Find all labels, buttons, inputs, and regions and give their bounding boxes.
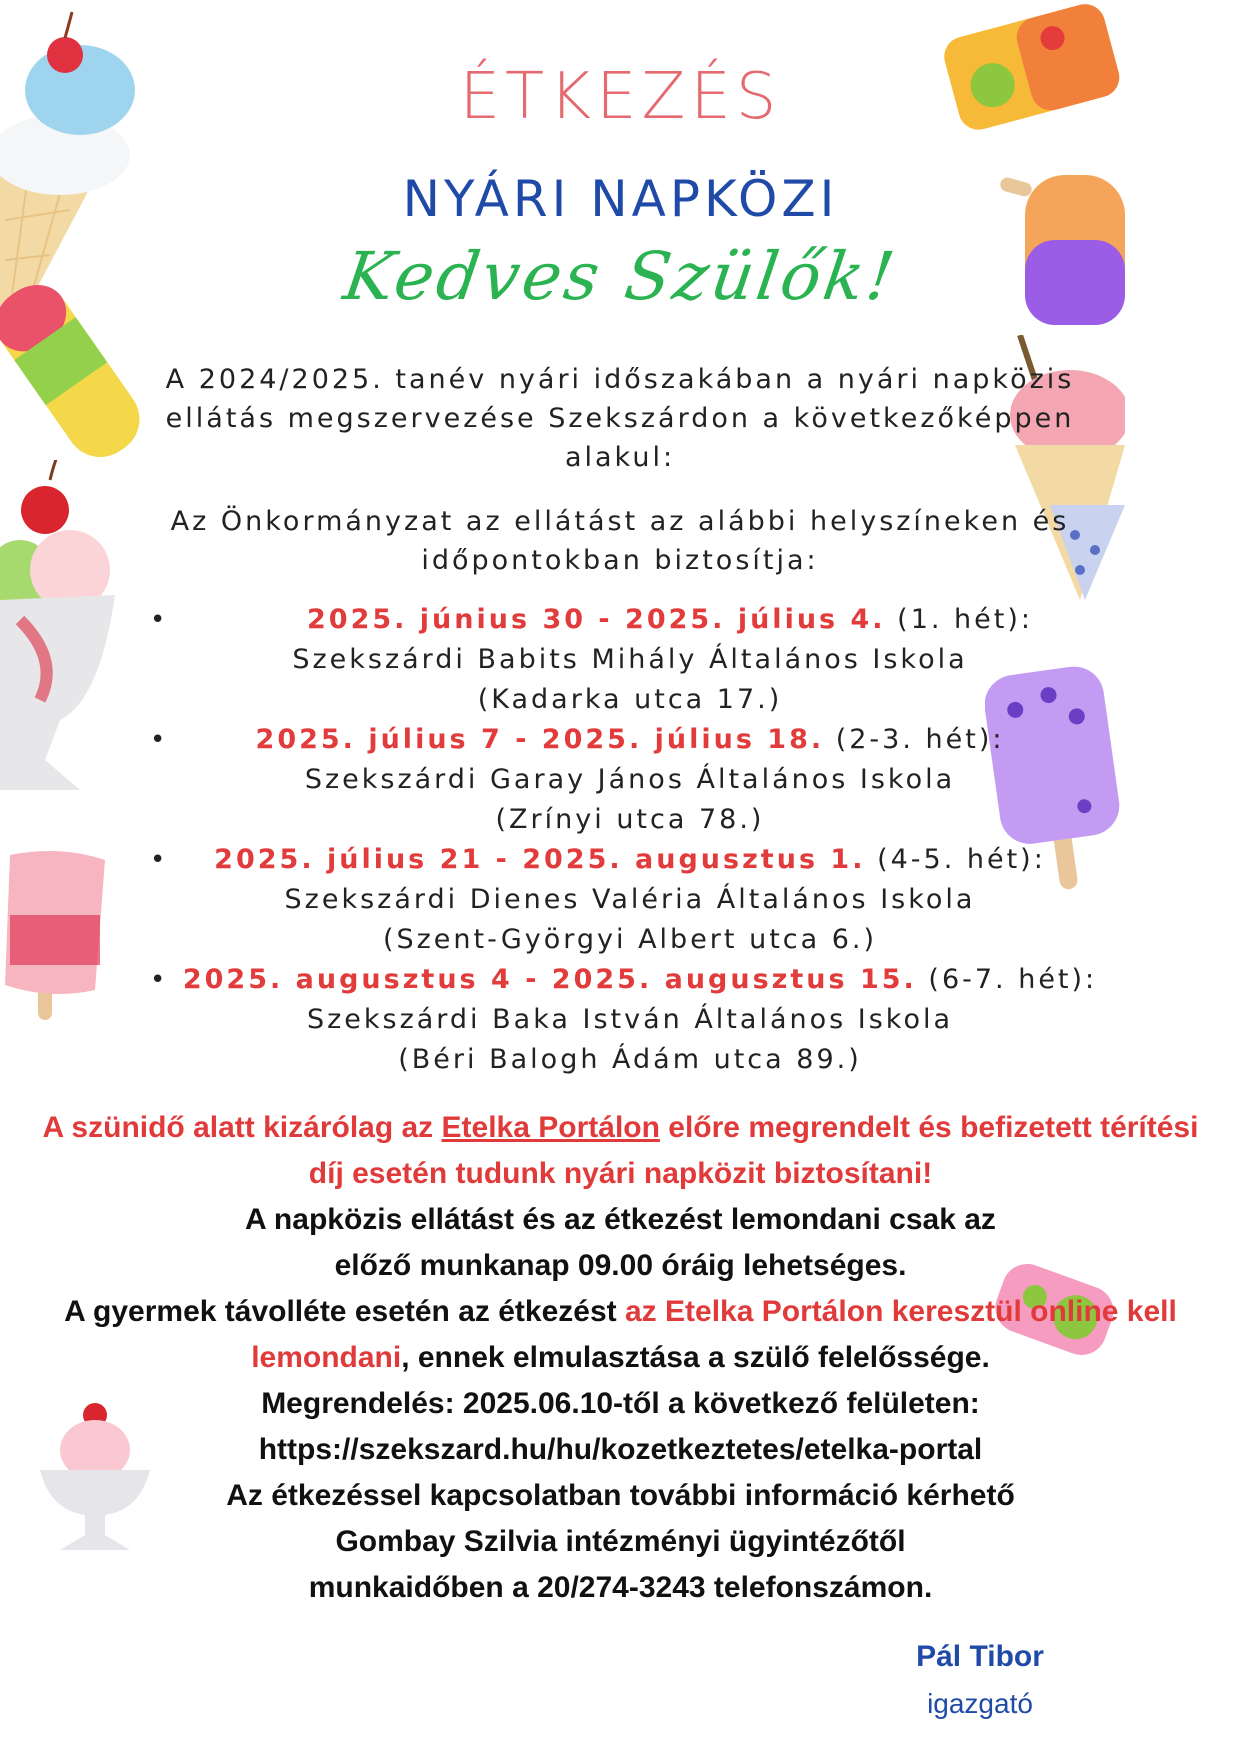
school-name: Szekszárdi Garay János Általános Iskola [304,764,956,795]
bullet-icon: • [150,845,169,875]
school-address: (Kadarka utca 17.) [477,684,783,715]
date-range: 2025. augusztus 4 - 2025. augusztus 15. [182,964,917,995]
page-title: ÉTKEZÉS [459,60,782,134]
absence-rule [40,1289,1201,1381]
bullet-icon: • [150,965,169,995]
week-label: (1. hét): [897,604,1033,635]
date-range: 2025. június 30 - 2025. július 4. [307,604,886,635]
order-info: Megrendelés: 2025.06.10-től a következő felületen: [261,1387,980,1420]
ordering-warning [40,1105,1201,1197]
contact-person: Gombay Szilvia intézményi ügyintézőtől [335,1525,906,1558]
signature-name: Pál Tibor [916,1640,1044,1673]
week-label: (4-5. hét): [877,844,1046,875]
schedule-list [150,600,1110,1080]
school-name: Szekszárdi Dienes Valéria Általános Iskola [284,884,976,915]
sundae-icon [0,460,125,800]
greeting: Kedves Szülők! [339,238,902,315]
intro-paragraph: A 2024/2025. tanév nyári időszakában a nyári napközis ellátás megszervezése Szekszárdon a következőképpen alakul: [165,364,1075,473]
absence-text-end: , ennek elmulasztása a szülő felelőssége. [401,1341,990,1374]
intro-paragraph-locations: Az Önkormányzat az ellátást az alábbi helyszíneken és időpontokban biztosítja: [170,506,1070,576]
school-name: Szekszárdi Baka István Általános Iskola [306,1004,954,1035]
page-subtitle: NYÁRI NAPKÖZI [402,170,839,228]
week-label: (2-3. hét): [835,724,1005,755]
list-item [150,600,1110,720]
popsicle-icon [0,845,110,1020]
warning-text-end: előre megrendelt és befizetett térítési díj esetén tudunk nyári napközit biztosítani! [308,1111,1199,1190]
school-address: (Zrínyi utca 78.) [495,804,765,835]
absence-text: A gyermek távolléte esetén az étkezést [64,1295,617,1328]
notice-block [40,1105,1201,1611]
week-label: (6-7. hét): [928,964,1098,995]
school-address: (Béri Balogh Ádám utca 89.) [398,1044,862,1075]
cancel-rule: A napközis ellátást és az étkezést lemondani csak az előző munkanap 09.00 óráig lehetséges. [245,1203,996,1282]
bullet-icon: • [150,605,169,635]
date-range: 2025. július 21 - 2025. augusztus 1. [214,844,866,875]
signature-title: igazgató [927,1688,1033,1719]
school-address: (Szent-Györgyi Albert utca 6.) [382,924,878,955]
list-item [150,720,1110,840]
warning-text: A szünidő alatt kizárólag az [42,1111,434,1144]
info-line: Az étkezéssel kapcsolatban további információ kérhető [226,1479,1015,1512]
bullet-icon: • [150,725,169,755]
etelka-portal-link[interactable]: Etelka Portálon [441,1111,660,1144]
school-name: Szekszárdi Babits Mihály Általános Iskola [292,644,968,675]
portal-url-link[interactable]: https://szekszard.hu/hu/kozetkeztetes/etelka-portal [258,1433,983,1466]
list-item [150,840,1110,960]
list-item [150,960,1110,1080]
absence-highlight: az Etelka Portálon keresztül online kell lemondani [251,1295,1177,1374]
contact-phone: munkaidőben a 20/274-3243 telefonszámon. [308,1571,933,1604]
date-range: 2025. július 7 - 2025. július 18. [255,724,825,755]
